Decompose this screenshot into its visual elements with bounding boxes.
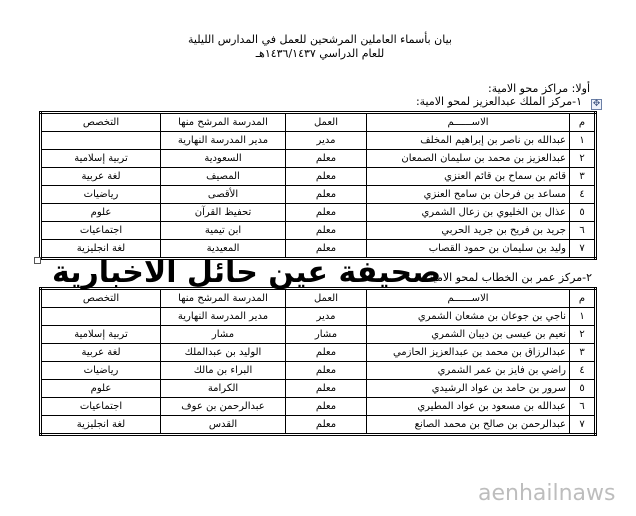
row-number: ١: [570, 308, 596, 326]
row-work: مدير: [286, 132, 367, 150]
section1-subheading: ١-مركز الملك عبدالعزيز لمحو الامية:: [415, 95, 582, 108]
table-row: [41, 222, 596, 240]
table-king-abdulaziz-center: [39, 111, 597, 260]
row-school: عبدالرحمن بن عوف: [161, 398, 286, 416]
table-row: [41, 204, 596, 222]
row-name: نعيم بن عيسى بن ديبان الشمري: [367, 326, 570, 344]
row-school: الأقصى: [161, 186, 286, 204]
row-specialty: علوم: [41, 204, 161, 222]
row-work: معلم: [286, 398, 367, 416]
row-school: المصيف: [161, 168, 286, 186]
table-row: [41, 380, 596, 398]
row-number: ٣: [570, 344, 596, 362]
row-name: عبدالله بن ناصر بن إبراهيم المخلف: [367, 132, 570, 150]
row-school: تحفيظ القرآن: [161, 204, 286, 222]
row-specialty: [41, 308, 161, 326]
row-school: مدير المدرسة النهارية: [161, 132, 286, 150]
row-name: ناجي بن جوعان بن مشعان الشمري: [367, 308, 570, 326]
row-work: معلم: [286, 222, 367, 240]
row-work: معلم: [286, 240, 367, 259]
newspaper-watermark: صحيفة عين حائل الاخبارية: [52, 255, 442, 290]
header-number: م: [570, 113, 596, 132]
header-school: المدرسة المرشح منها: [161, 289, 286, 308]
row-specialty: تربية إسلامية: [41, 326, 161, 344]
row-work: مشار: [286, 326, 367, 344]
header-number: م: [570, 289, 596, 308]
table-row: [41, 132, 596, 150]
row-school: مشار: [161, 326, 286, 344]
header-name: الاســــــم: [367, 113, 570, 132]
row-number: ١: [570, 132, 596, 150]
row-work: مدير: [286, 308, 367, 326]
row-name: سرور بن حامد بن عواد الرشيدي: [367, 380, 570, 398]
row-number: ٢: [570, 326, 596, 344]
row-school: السعودية: [161, 150, 286, 168]
site-brand-logo: aenhailnaws: [478, 481, 616, 506]
row-specialty: لغة انجليزية: [41, 240, 161, 259]
section-heading: أولا: مراكز محو الامية:: [488, 82, 590, 95]
row-school: المعيدية: [161, 240, 286, 259]
row-school: الكرامة: [161, 380, 286, 398]
row-specialty: لغة عربية: [41, 168, 161, 186]
row-school: ابن تيمية: [161, 222, 286, 240]
row-specialty: رياضيات: [41, 186, 161, 204]
row-number: ٧: [570, 240, 596, 259]
table-row: [41, 186, 596, 204]
row-number: ٥: [570, 204, 596, 222]
row-number: ٤: [570, 362, 596, 380]
row-name: جريد بن فريح بن جريد الحربي: [367, 222, 570, 240]
image-resize-handle[interactable]: [34, 257, 41, 264]
table-row: [41, 168, 596, 186]
title-line-1: بيان بأسماء العاملين المرشحين للعمل في المدارس الليلية: [188, 33, 452, 46]
row-name: راضي بن فايز بن عمر الشمري: [367, 362, 570, 380]
row-specialty: لغة انجليزية: [41, 416, 161, 435]
table-row: [41, 344, 596, 362]
row-work: معلم: [286, 362, 367, 380]
row-work: معلم: [286, 416, 367, 435]
row-name: قائم بن سماح بن قائم العنزي: [367, 168, 570, 186]
row-name: عذال بن الخليوي بن زعال الشمري: [367, 204, 570, 222]
header-specialty: التخصص: [41, 113, 161, 132]
row-school: البراء بن مالك: [161, 362, 286, 380]
row-school: مدير المدرسة النهارية: [161, 308, 286, 326]
row-specialty: [41, 132, 161, 150]
row-specialty: اجتماعيات: [41, 222, 161, 240]
row-number: ٧: [570, 416, 596, 435]
row-work: معلم: [286, 344, 367, 362]
row-work: معلم: [286, 186, 367, 204]
row-work: معلم: [286, 150, 367, 168]
row-specialty: لغة عربية: [41, 344, 161, 362]
header-name: الاســــــم: [367, 289, 570, 308]
table-row: [41, 362, 596, 380]
row-number: ٦: [570, 398, 596, 416]
table-row: [41, 150, 596, 168]
table-row: [41, 416, 596, 435]
row-number: ٦: [570, 222, 596, 240]
header-school: المدرسة المرشح منها: [161, 113, 286, 132]
row-specialty: تربية إسلامية: [41, 150, 161, 168]
table-row: [41, 398, 596, 416]
row-name: مساعد بن فرحان بن سامح العنزي: [367, 186, 570, 204]
row-work: معلم: [286, 168, 367, 186]
row-work: معلم: [286, 204, 367, 222]
row-school: الوليد بن عبدالملك: [161, 344, 286, 362]
row-number: ٣: [570, 168, 596, 186]
table-row: [41, 326, 596, 344]
table-row: [41, 308, 596, 326]
row-school: القدس: [161, 416, 286, 435]
table-omar-bin-khattab-center: [39, 287, 597, 436]
row-specialty: رياضيات: [41, 362, 161, 380]
table-move-handle-icon[interactable]: ✥: [592, 99, 601, 109]
table-header-row: [41, 289, 596, 308]
header-work: العمل: [286, 113, 367, 132]
table-header-row: [41, 113, 596, 132]
row-name: وليد بن سليمان بن حمود القصاب: [367, 240, 570, 259]
row-specialty: اجتماعيات: [41, 398, 161, 416]
section2-subheading: ٢-مركز عمر بن الخطاب لمحو الامية:: [424, 271, 592, 284]
row-name: عبدالله بن مسعود بن عواد المطيري: [367, 398, 570, 416]
row-number: ٤: [570, 186, 596, 204]
row-number: ٢: [570, 150, 596, 168]
row-specialty: علوم: [41, 380, 161, 398]
header-specialty: التخصص: [41, 289, 161, 308]
row-name: عبدالرحمن بن صالح بن محمد الصانع: [367, 416, 570, 435]
row-number: ٥: [570, 380, 596, 398]
title-line-2: للعام الدراسي ١٤٣٦/١٤٣٧هـ: [255, 47, 385, 60]
header-work: العمل: [286, 289, 367, 308]
row-name: عبدالرزاق بن محمد بن عبدالعزيز الحازمي: [367, 344, 570, 362]
document-title: [150, 33, 490, 61]
row-work: معلم: [286, 380, 367, 398]
row-name: عبدالعزيز بن محمد بن سليمان الصمعان: [367, 150, 570, 168]
